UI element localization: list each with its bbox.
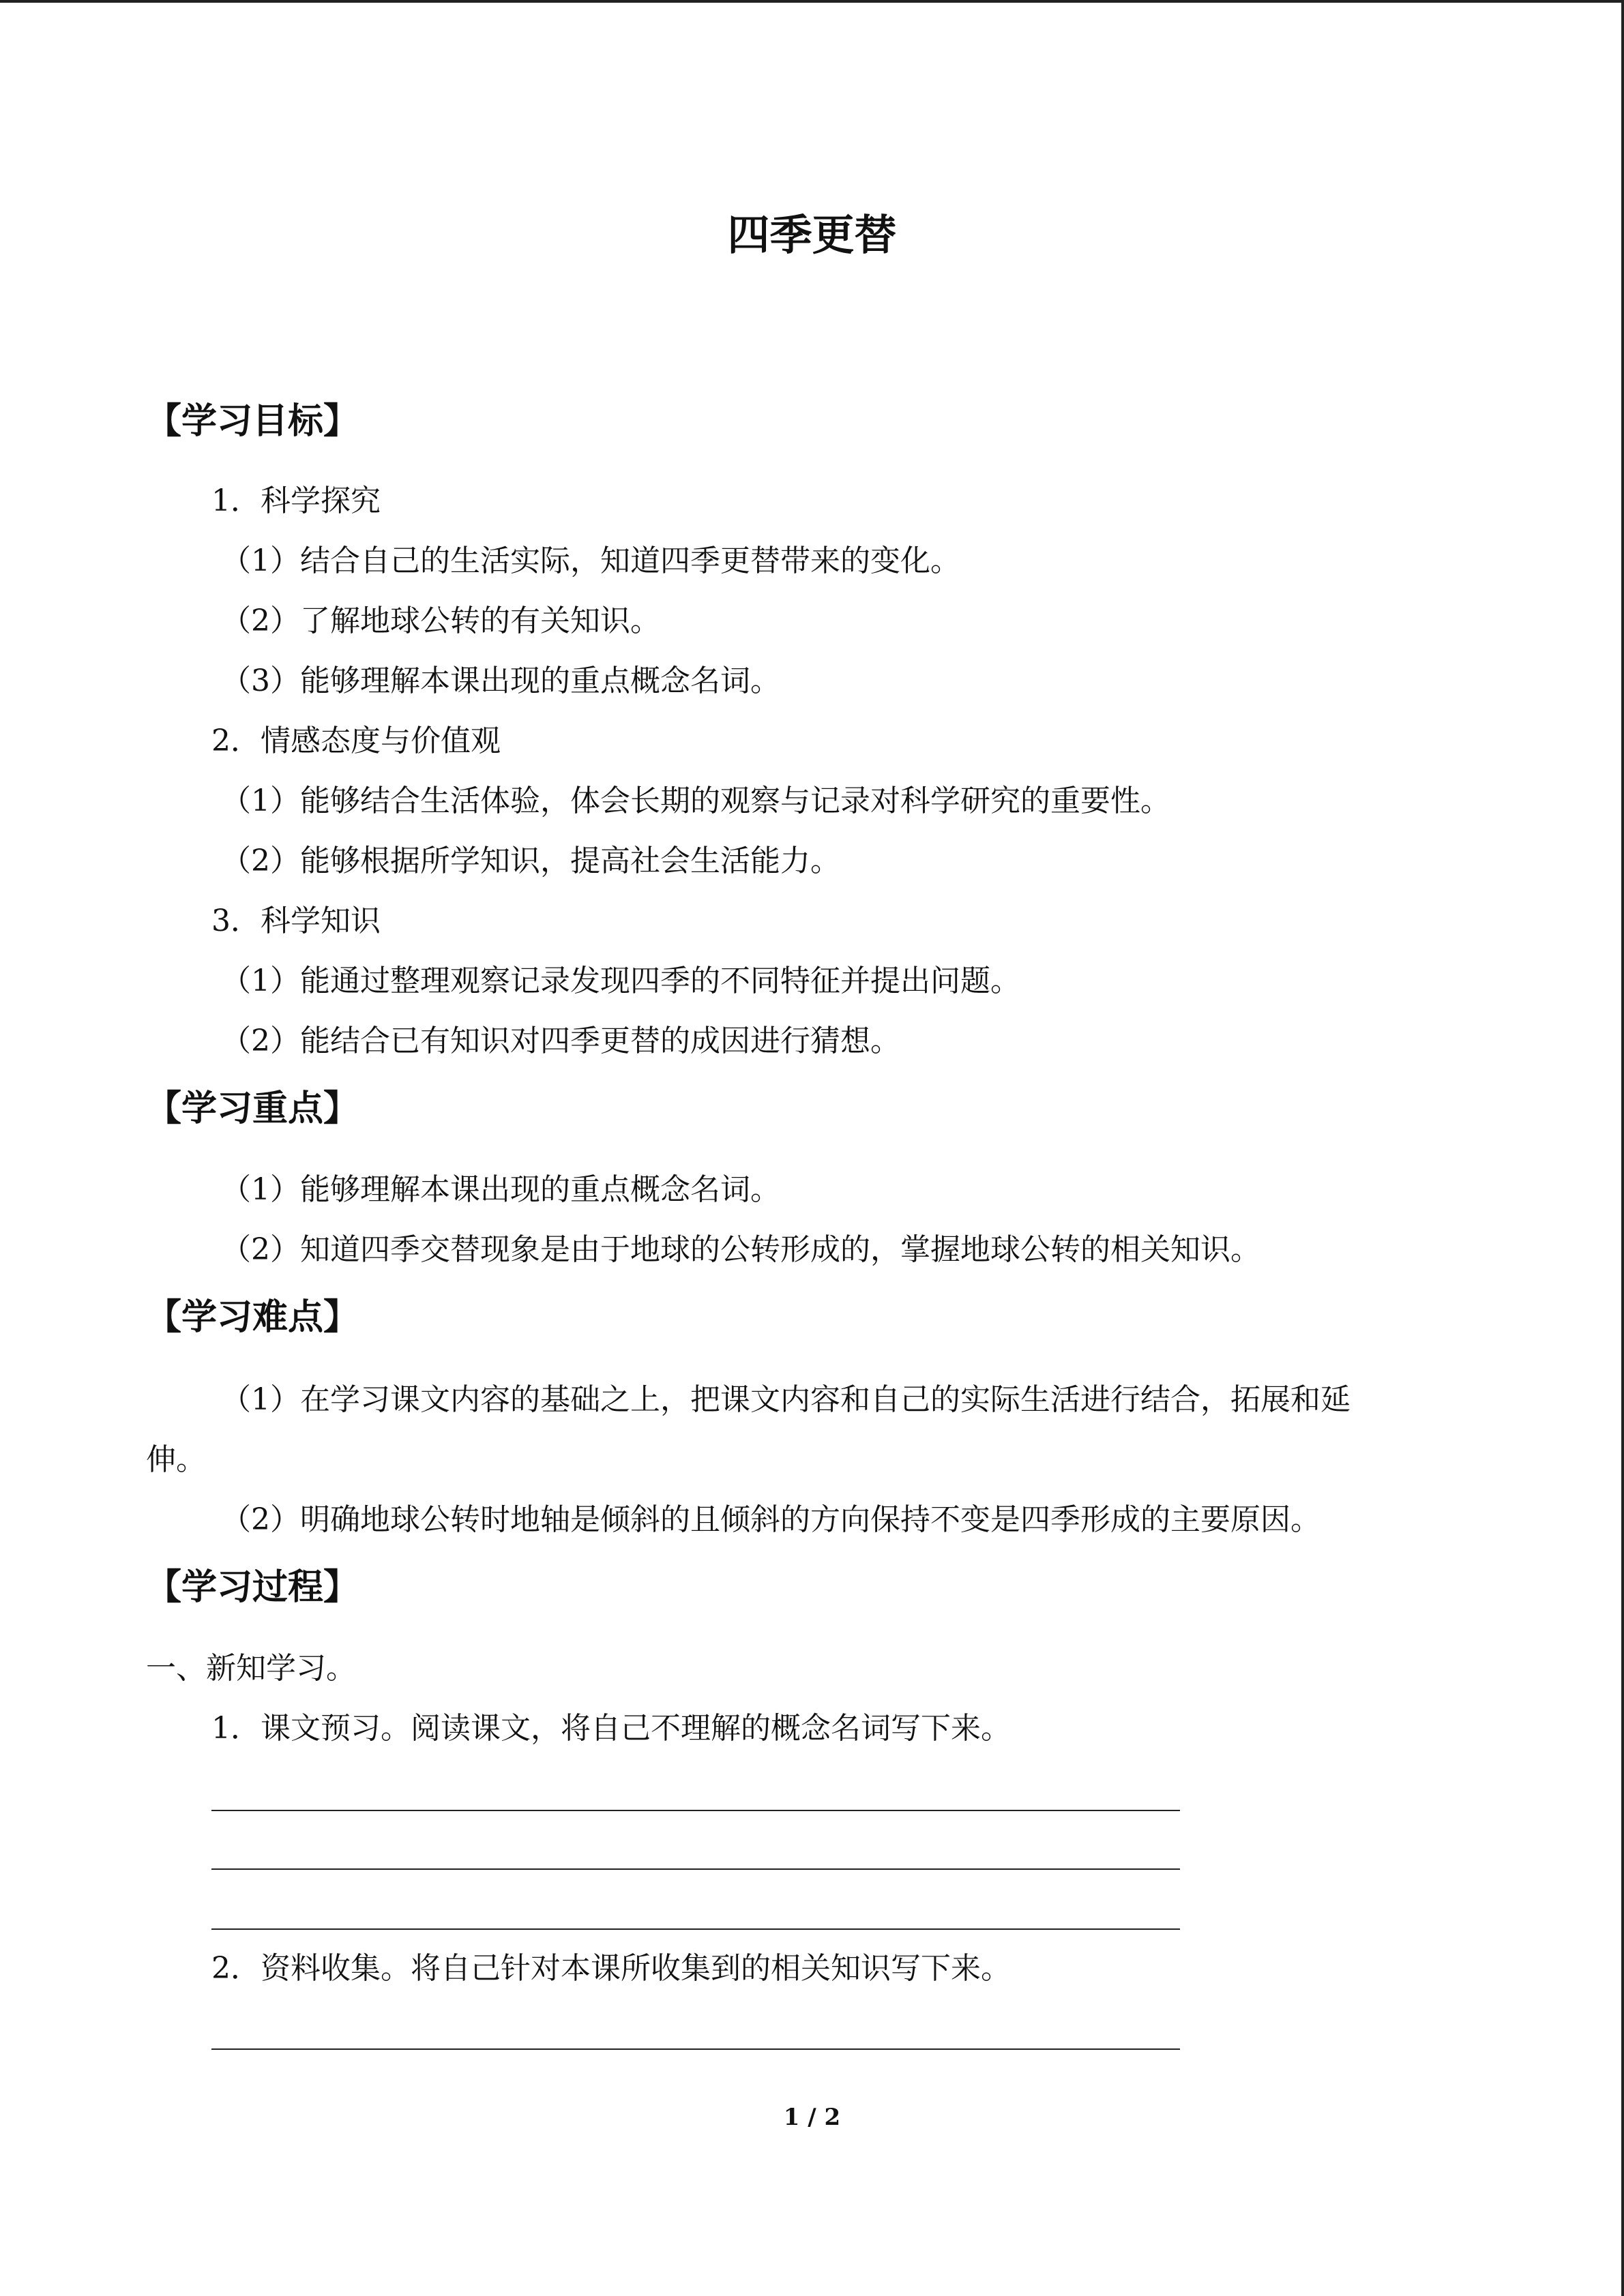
- objective-section-label: 3．科学知识: [211, 904, 381, 938]
- answer-line[interactable]: [211, 1868, 1180, 1870]
- objective-item: （1）结合自己的生活实际，知道四季更替带来的变化。: [221, 543, 960, 578]
- page-border-top: [0, 0, 1624, 3]
- process-task: 2．资料收集。将自己针对本课所收集到的相关知识写下来。: [211, 1951, 1011, 1986]
- difficulty-item-continuation: 伸。: [146, 1442, 206, 1477]
- heading-process: 【学习过程】: [146, 1567, 359, 1608]
- objective-item: （1）能通过整理观察记录发现四季的不同特征并提出问题。: [221, 964, 1020, 998]
- difficulty-item: （2）明确地球公转时地轴是倾斜的且倾斜的方向保持不变是四季形成的主要原因。: [221, 1502, 1320, 1537]
- difficulty-item: （1）在学习课文内容的基础之上，把课文内容和自己的实际生活进行结合，拓展和延: [221, 1382, 1350, 1417]
- objective-item: （3）能够理解本课出现的重点概念名词。: [221, 664, 780, 698]
- heading-key-points: 【学习重点】: [146, 1088, 359, 1129]
- objective-item: （2）能够根据所学知识，提高社会生活能力。: [221, 844, 840, 878]
- page-title: 四季更替: [727, 210, 897, 260]
- process-part: 一、新知学习。: [146, 1651, 356, 1686]
- objective-section-label: 1．科学探究: [211, 483, 381, 518]
- key-point-item: （2）知道四季交替现象是由于地球的公转形成的，掌握地球公转的相关知识。: [221, 1232, 1260, 1267]
- answer-line[interactable]: [211, 2048, 1180, 2050]
- page-border-right: [1621, 0, 1624, 2296]
- page-number: 1 / 2: [783, 2104, 841, 2131]
- key-point-item: （1）能够理解本课出现的重点概念名词。: [221, 1172, 780, 1207]
- answer-line[interactable]: [211, 1810, 1180, 1811]
- objective-item: （2）了解地球公转的有关知识。: [221, 603, 660, 638]
- process-task: 1．课文预习。阅读课文，将自己不理解的概念名词写下来。: [211, 1711, 1011, 1746]
- objective-item: （2）能结合已有知识对四季更替的成因进行猜想。: [221, 1024, 900, 1058]
- heading-objectives: 【学习目标】: [146, 401, 359, 442]
- answer-line[interactable]: [211, 1928, 1180, 1930]
- heading-difficulties: 【学习难点】: [146, 1297, 359, 1338]
- objective-item: （1）能够结合生活体验，体会长期的观察与记录对科学研究的重要性。: [221, 784, 1170, 818]
- objective-section-label: 2．情感态度与价值观: [211, 724, 501, 758]
